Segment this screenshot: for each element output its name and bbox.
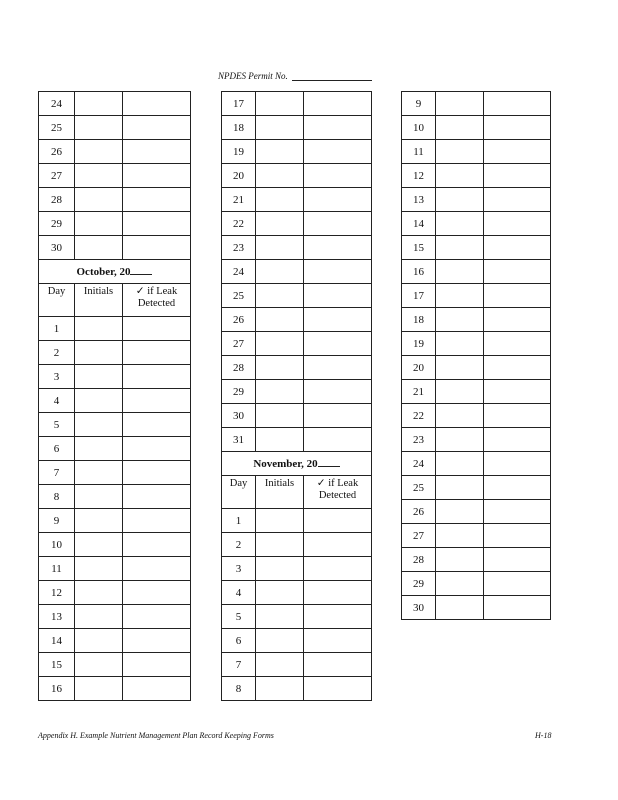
table-row [402,116,551,140]
initials-cell[interactable] [256,236,304,260]
table-row [222,557,372,581]
month-title: November, 20 [222,452,372,476]
leak-check-cell[interactable] [123,212,191,236]
table-row [39,317,191,341]
table-row [39,92,191,116]
table-row [222,140,372,164]
day-cell: 24 [39,92,75,116]
table-row [222,509,372,533]
table-row [222,533,372,557]
initials-cell[interactable] [75,164,123,188]
leak-check-cell[interactable] [304,605,372,629]
leak-check-cell[interactable] [304,653,372,677]
permit-number-line [292,80,372,81]
initials-cell[interactable] [256,212,304,236]
month-title-row [39,260,191,284]
day-cell: 7 [39,461,75,485]
table-row [222,236,372,260]
leak-check-cell[interactable] [484,596,551,620]
initials-cell[interactable] [256,140,304,164]
leak-check-cell[interactable] [304,332,372,356]
day-cell: 12 [39,581,75,605]
leak-check-cell[interactable] [484,380,551,404]
table-row [39,653,191,677]
day-cell: 2 [222,533,256,557]
initials-cell[interactable] [256,404,304,428]
leak-check-cell[interactable] [123,461,191,485]
leak-check-cell[interactable] [484,548,551,572]
day-cell: 27 [222,332,256,356]
month-title: October, 20 [39,260,191,284]
table-row [222,116,372,140]
leak-check-cell[interactable] [484,260,551,284]
initials-cell[interactable] [256,581,304,605]
day-cell: 8 [39,485,75,509]
day-cell: 29 [222,380,256,404]
initials-cell[interactable] [256,284,304,308]
leak-check-cell[interactable] [304,629,372,653]
initials-cell[interactable] [256,428,304,452]
table-row [39,365,191,389]
initials-cell[interactable] [256,188,304,212]
leak-check-cell[interactable] [123,677,191,701]
column-header-row [39,284,191,317]
leak-check-cell[interactable] [123,116,191,140]
table-row [39,629,191,653]
initials-cell[interactable] [75,188,123,212]
leak-check-cell[interactable] [484,332,551,356]
november-log-table [221,91,372,701]
initials-cell[interactable] [256,380,304,404]
table-row [402,260,551,284]
table-row [222,677,372,701]
day-cell: 10 [39,533,75,557]
day-cell: 6 [222,629,256,653]
day-cell: 2 [39,341,75,365]
leak-check-cell[interactable] [304,380,372,404]
table-row [402,596,551,620]
day-cell: 3 [39,365,75,389]
table-row [39,341,191,365]
initials-cell[interactable] [256,356,304,380]
day-cell: 9 [402,92,436,116]
initials-cell[interactable] [75,629,123,653]
initials-cell[interactable] [75,461,123,485]
day-header: Day [39,284,75,317]
leak-check-cell[interactable] [304,308,372,332]
initials-cell[interactable] [436,596,484,620]
initials-cell[interactable] [256,332,304,356]
table-row [39,389,191,413]
leak-check-cell[interactable] [484,452,551,476]
initials-cell[interactable] [75,605,123,629]
initials-cell[interactable] [75,365,123,389]
table-row [39,557,191,581]
initials-cell[interactable] [75,557,123,581]
initials-cell[interactable] [256,557,304,581]
leak-check-cell[interactable] [304,164,372,188]
day-cell: 17 [402,284,436,308]
day-cell: 29 [402,572,436,596]
table-row [222,284,372,308]
day-cell: 29 [39,212,75,236]
leak-check-cell[interactable] [484,524,551,548]
initials-cell[interactable] [75,92,123,116]
day-cell: 31 [222,428,256,452]
day-cell: 30 [222,404,256,428]
day-cell: 10 [402,116,436,140]
table-row [222,212,372,236]
initials-cell[interactable] [436,500,484,524]
day-header: Day [222,476,256,509]
initials-header: Initials [256,476,304,509]
initials-cell[interactable] [75,533,123,557]
day-cell: 16 [402,260,436,284]
day-cell: 22 [222,212,256,236]
initials-cell[interactable] [256,92,304,116]
leak-check-cell[interactable] [304,116,372,140]
leak-check-cell[interactable] [123,653,191,677]
table-row [222,629,372,653]
leak-check-cell[interactable] [123,557,191,581]
table-row [39,188,191,212]
day-cell: 26 [39,140,75,164]
day-cell: 5 [39,413,75,437]
leak-check-cell[interactable] [123,164,191,188]
leak-check-cell[interactable] [484,500,551,524]
leak-check-cell[interactable] [123,341,191,365]
permit-header [218,71,372,81]
table-row [402,356,551,380]
day-cell: 21 [402,380,436,404]
day-cell: 14 [39,629,75,653]
initials-cell[interactable] [256,509,304,533]
day-cell: 19 [402,332,436,356]
leak-check-cell[interactable] [304,284,372,308]
initials-cell[interactable] [75,509,123,533]
leak-check-cell[interactable] [123,188,191,212]
day-cell: 16 [39,677,75,701]
initials-cell[interactable] [436,524,484,548]
leak-check-cell[interactable] [123,485,191,509]
initials-cell[interactable] [75,140,123,164]
leak-check-cell[interactable] [304,92,372,116]
day-cell: 27 [39,164,75,188]
initials-cell[interactable] [256,653,304,677]
table-row [402,92,551,116]
leak-check-cell[interactable] [484,140,551,164]
day-cell: 15 [39,653,75,677]
initials-cell[interactable] [436,140,484,164]
table-row [39,461,191,485]
table-row [39,581,191,605]
leak-check-cell[interactable] [123,533,191,557]
leak-check-cell[interactable] [304,260,372,284]
initials-cell[interactable] [256,260,304,284]
table-row [39,605,191,629]
initials-cell[interactable] [75,653,123,677]
table-row [222,404,372,428]
day-cell: 3 [222,557,256,581]
table-row [222,581,372,605]
initials-cell[interactable] [436,116,484,140]
table-row [222,356,372,380]
table-row [39,677,191,701]
leak-check-cell[interactable] [123,629,191,653]
table-row [402,212,551,236]
leak-check-cell[interactable] [484,356,551,380]
leak-check-cell[interactable] [123,317,191,341]
table-row [39,140,191,164]
table-row [222,92,372,116]
table-row [402,188,551,212]
initials-cell[interactable] [436,452,484,476]
permit-label: NPDES Permit No. [218,71,288,81]
table-row [402,572,551,596]
day-cell: 14 [402,212,436,236]
day-cell: 8 [222,677,256,701]
table-row [402,332,551,356]
table-row [222,332,372,356]
initials-cell[interactable] [436,332,484,356]
table-row [222,308,372,332]
day-cell: 25 [222,284,256,308]
initials-cell[interactable] [75,317,123,341]
table-row [39,533,191,557]
day-cell: 28 [39,188,75,212]
day-cell: 23 [222,236,256,260]
table-row [402,452,551,476]
day-cell: 21 [222,188,256,212]
day-cell: 20 [222,164,256,188]
day-cell: 19 [222,140,256,164]
leak-check-cell[interactable] [123,437,191,461]
leak-check-cell[interactable] [484,92,551,116]
initials-cell[interactable] [436,212,484,236]
leak-check-cell[interactable] [484,284,551,308]
table-row [402,380,551,404]
initials-cell[interactable] [436,92,484,116]
table-row [402,500,551,524]
day-cell: 28 [402,548,436,572]
leak-check-cell[interactable] [123,509,191,533]
table-row [222,380,372,404]
initials-cell[interactable] [436,260,484,284]
table-row [222,605,372,629]
initials-cell[interactable] [436,308,484,332]
initials-cell[interactable] [436,380,484,404]
leak-check-cell[interactable] [304,236,372,260]
day-cell: 9 [39,509,75,533]
initials-cell[interactable] [436,164,484,188]
day-cell: 18 [402,308,436,332]
leak-check-cell[interactable] [484,188,551,212]
day-cell: 5 [222,605,256,629]
leak-check-cell[interactable] [304,509,372,533]
leak-check-cell[interactable] [123,140,191,164]
table-row [222,653,372,677]
leak-check-cell[interactable] [304,188,372,212]
table-row [39,236,191,260]
leak-check-cell[interactable] [484,164,551,188]
day-cell: 30 [402,596,436,620]
column-header-row [222,476,372,509]
initials-cell[interactable] [75,413,123,437]
table-row [222,164,372,188]
table-row [222,260,372,284]
initials-cell[interactable] [75,116,123,140]
day-cell: 4 [39,389,75,413]
initials-cell[interactable] [75,485,123,509]
day-cell: 4 [222,581,256,605]
leak-check-cell[interactable] [484,572,551,596]
leak-check-cell[interactable] [484,428,551,452]
leak-check-cell[interactable] [484,308,551,332]
initials-header: Initials [75,284,123,317]
day-cell: 13 [402,188,436,212]
day-cell: 18 [222,116,256,140]
day-cell: 22 [402,404,436,428]
leak-check-cell[interactable] [304,677,372,701]
leak-check-cell[interactable] [123,92,191,116]
initials-cell[interactable] [256,308,304,332]
leak-check-cell[interactable] [304,356,372,380]
leak-check-cell[interactable] [123,389,191,413]
table-row [39,212,191,236]
day-cell: 25 [39,116,75,140]
initials-cell[interactable] [75,212,123,236]
table-row [402,404,551,428]
initials-cell[interactable] [436,356,484,380]
day-cell: 20 [402,356,436,380]
table-row [402,140,551,164]
table-row [222,188,372,212]
footer-page-number: H-18 [535,731,552,740]
leak-check-cell[interactable] [304,557,372,581]
initials-cell[interactable] [436,236,484,260]
table-row [402,164,551,188]
leak-check-cell[interactable] [484,212,551,236]
november-continued-log-table [401,91,551,620]
table-row [222,428,372,452]
initials-cell[interactable] [436,548,484,572]
footer-title: Appendix H. Example Nutrient Management Plan Record Keeping Forms [38,731,274,740]
initials-cell[interactable] [436,476,484,500]
day-cell: 6 [39,437,75,461]
day-cell: 24 [402,452,436,476]
table-row [39,485,191,509]
leak-check-cell[interactable] [304,533,372,557]
table-row [39,116,191,140]
initials-cell[interactable] [256,629,304,653]
initials-cell[interactable] [436,404,484,428]
initials-cell[interactable] [75,341,123,365]
initials-cell[interactable] [256,533,304,557]
day-cell: 12 [402,164,436,188]
initials-cell[interactable] [436,572,484,596]
day-cell: 24 [222,260,256,284]
leak-check-cell[interactable] [123,605,191,629]
initials-cell[interactable] [436,188,484,212]
initials-cell[interactable] [436,284,484,308]
month-title-row [222,452,372,476]
initials-cell[interactable] [256,605,304,629]
leak-check-cell[interactable] [304,428,372,452]
day-cell: 17 [222,92,256,116]
leak-check-cell[interactable] [304,404,372,428]
leak-check-cell[interactable] [484,404,551,428]
leak-header: ✓ if Leak Detected [304,476,372,509]
initials-cell[interactable] [256,116,304,140]
day-cell: 28 [222,356,256,380]
initials-cell[interactable] [75,236,123,260]
day-cell: 27 [402,524,436,548]
table-row [39,164,191,188]
initials-cell[interactable] [75,437,123,461]
day-cell: 25 [402,476,436,500]
initials-cell[interactable] [75,389,123,413]
table-row [39,509,191,533]
table-row [402,284,551,308]
day-cell: 11 [402,140,436,164]
leak-check-cell[interactable] [123,413,191,437]
october-log-table [38,91,191,701]
day-cell: 26 [222,308,256,332]
initials-cell[interactable] [75,677,123,701]
leak-check-cell[interactable] [304,212,372,236]
initials-cell[interactable] [75,581,123,605]
table-row [39,437,191,461]
day-cell: 30 [39,236,75,260]
day-cell: 13 [39,605,75,629]
table-row [402,308,551,332]
day-cell: 11 [39,557,75,581]
day-cell: 23 [402,428,436,452]
table-row [402,548,551,572]
table-row [402,428,551,452]
table-row [39,413,191,437]
leak-check-cell[interactable] [123,236,191,260]
initials-cell[interactable] [256,677,304,701]
table-row [402,476,551,500]
day-cell: 7 [222,653,256,677]
leak-check-cell[interactable] [304,140,372,164]
leak-check-cell[interactable] [484,116,551,140]
leak-check-cell[interactable] [304,581,372,605]
leak-check-cell[interactable] [484,476,551,500]
initials-cell[interactable] [256,164,304,188]
day-cell: 26 [402,500,436,524]
leak-header: ✓ if Leak Detected [123,284,191,317]
table-row [402,236,551,260]
leak-check-cell[interactable] [123,581,191,605]
day-cell: 1 [39,317,75,341]
day-cell: 1 [222,509,256,533]
leak-check-cell[interactable] [123,365,191,389]
table-row [402,524,551,548]
initials-cell[interactable] [436,428,484,452]
leak-check-cell[interactable] [484,236,551,260]
day-cell: 15 [402,236,436,260]
